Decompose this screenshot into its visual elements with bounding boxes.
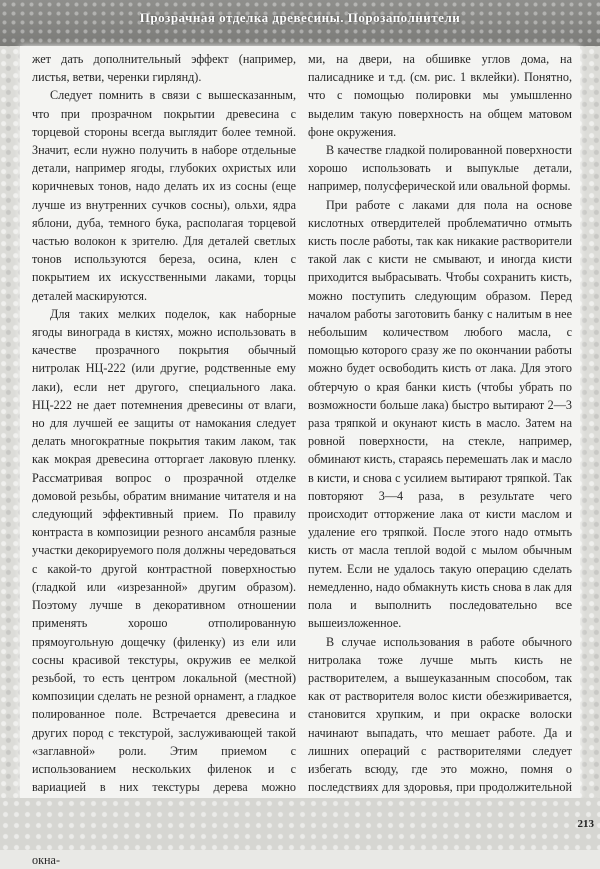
paragraph: Следует помнить в связи с вышесказанным, что при прозрачном покрытии древесина с торцевой стороны всегда выглядит более темной. Значит, если нужно получить в наборе отдельные детали, например ягоды, глубоких охристых или коричневых тонов, надо делать их из сосны (еще лучше из внутренних сучков сосны), ольхи, ядра яблони, дуба, темного бука, располагая торцевой частью волокон к зрителю. Для деталей светлых тонов используются береза, осина, клен с покрытием их искусственными лаками, торцы деталей маскируются.	[32, 88, 296, 303]
paragraph: жет дать дополнительный эффект (например, листья, ветви, черенки гирлянд).	[32, 52, 296, 85]
left-column	[32, 50, 296, 869]
paragraph: Для таких мелких поделок, как наборные ягоды винограда в кистях, можно использовать в качестве прозрачного покрытия обычный нитролак НЦ-222 (или другие, родственные ему лаки), если нет другого, специального лака. НЦ-222 не дает потемнения древесины от влаги, но для лучшей ее защиты от намокания следует делать многократные покрытия таким лаком, так как мокрая древесина отторгает лаковую пленку. Рассматривая вопрос о прозрачной отделке домовой резьбы, обратим внимание читателя и на следующий эффективный прием. По правилу контраста в композиции резного ансамбля разные участки декорируемого поля должны чередоваться с какой-то другой контрастной поверхностью (гладкой или «изрезанной» другим образом). Поэтому лучше в декоративном отношении применять хорошо отполированную прямоугольную дощечку (филенку) из ели или сосны красивой текстуры, окружив ее мелкой резьбой, то есть центром локальной (местной) композиции сделать не резной орнамент, а гладкое полированное поле. Встречается древесина и других пород с текстурой, заслуживающей такой «заглавной» роли. Этим приемом с использованием нескольких филенок и с вариацией в них текстуры дерева можно окна-	[32, 306, 296, 867]
right-column	[308, 50, 572, 815]
paragraph: При работе с лаками для пола на основе кислотных отвердителей проблематично отмыть кисть после работы, так как никакие растворители такой лак с кисти не смывают, и иногда кисти приходится выбрасывать. Чтобы сохранить кисть, можно поступить следующим образом. Перед началом работы заготовить банку с налитым в нее небольшим количеством любого масла, с помощью которого сразу же по окончании работы можно будет освободить кисть от лака. Для этого обтерчую о края банки кисть (чтобы убрать по возможности больше лака) быстро вытирают 2—3 раза тряпкой и окунают кисть в масло. Затем на ровной поверхности, на стекле, например, обминают кисть, стараясь перемешать лак и масло в кисти, и снова с усилием вытирают тряпкой. Так повторяют 3—4 раза, в результате чего происходит отторжение лака от кисти маслом и удаление его тряпкой. После этого надо отмыть кисть от масла теплой водой с мылом обычным путем. Если не удалось такую операцию сделать немедленно, надо обмакнуть кисть снова в лак для пола и выполнить последовательно все вышеизложенное.	[308, 197, 572, 631]
paragraph: В качестве гладкой полированной поверхности хорошо использовать и выпуклые детали, например, полусферической или овальной формы.	[308, 143, 572, 194]
page-number: 213	[577, 818, 594, 830]
paragraph: ми, на двери, на обшивке углов дома, на палисаднике и т.д. (см. рис. 1 вклейки). Понятно, что с помощью полировки мы умышленно выделим такую поверхность на общем матовом фоне окружения.	[308, 52, 572, 139]
header-title: Прозрачная отделка древесины. Порозаполнители	[139, 10, 461, 25]
page-body	[20, 46, 580, 867]
paragraph: В случае использования в работе обычного нитролака тоже лучше мыть кисть не растворителем, а вышеуказанным способом, так как от растворителя волос кисти обезжиривается, становится хрупким, и при окраске волоски начинают выпадать, что мешает работе. Да и лишних операций с растворителями следует избегать всюду, где это можно, помня о последствиях для здоровья, при продолжительной	[308, 634, 572, 795]
lace-footer-band	[0, 798, 600, 850]
page-header	[0, 0, 600, 46]
